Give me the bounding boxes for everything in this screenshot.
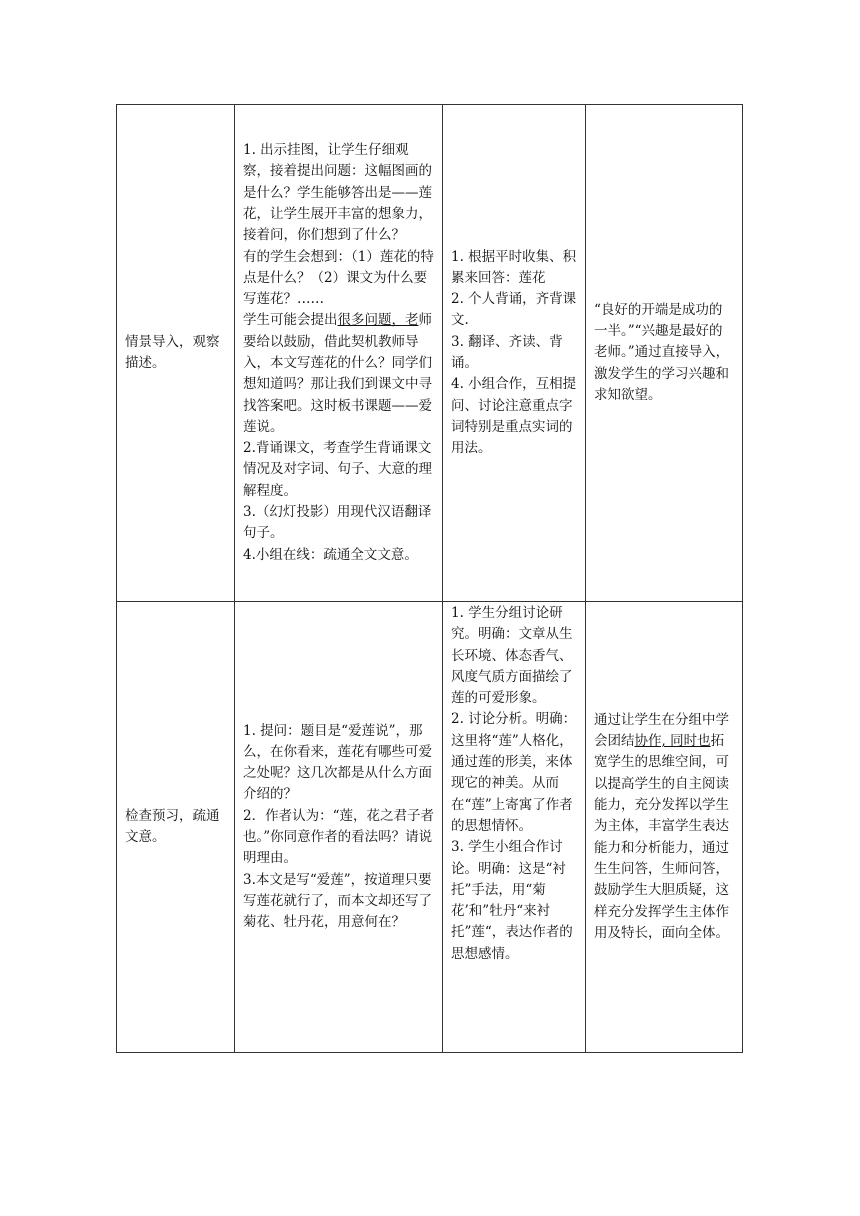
- teacher-step: 2.背诵课文，考查学生背诵课文情况及对字词、句子、大意的理解程度。: [243, 440, 432, 499]
- lesson-plan-table: [116, 104, 743, 1053]
- underlined-text: 协作, 同时也: [634, 733, 711, 750]
- student-step: 2. 讨论分析。明确：这里将“莲”人格化，通过莲的形美，来体现它的神美。从而在“莲”上寄寓了作者的思想情怀。: [451, 711, 577, 834]
- stage-text: 情景导入，观察描述。: [125, 333, 220, 371]
- teacher-step: 有的学生会想到：（1）莲花的特点是什么？（2）课文为什么要写莲花？……: [243, 248, 434, 308]
- student-activity-cell: [443, 105, 586, 602]
- teacher-step: 4.小组在线：疏通全文文意。: [243, 546, 418, 563]
- student-step: 3. 学生小组合作讨论。明确：这是“衬托”手法，用“菊花’和”牡丹“来衬托”莲“，表达作者的思想感情。: [451, 839, 573, 962]
- teacher-step: 3.本文是写“爱莲”，按道理只要写莲花就行了，而本文却还写了菊花、牡丹花，用意何在？: [243, 871, 432, 931]
- underlined-text: 很多问题，老: [337, 312, 419, 329]
- intent-text-part: 通过让学生在分组中学会团结: [594, 711, 729, 750]
- intent-text-part: 拓宽学生的思维空间，可以提高学生的自主阅读能力，充分发挥以学生为主体，丰富学生表达能力和分析能力，通过生生问答，生师问答，鼓励学生大胆质疑，这样充分发挥学生主体作用及特长，面向全体。: [594, 733, 729, 941]
- student-step: 1. 根据平时收集、积累来回答：莲花: [451, 248, 577, 286]
- student-activity-cell: [443, 602, 586, 1053]
- design-intent-cell: [586, 105, 743, 602]
- table-row: [117, 105, 743, 602]
- design-intent-cell: [586, 602, 743, 1053]
- stage-cell: [117, 105, 235, 602]
- stage-text: 检查预习，疏通文意。: [125, 807, 220, 845]
- student-step: 1. 学生分组讨论研究。明确：文章从生长环境、体态香气、风度气质方面描绘了莲的可爱形象。: [451, 605, 573, 707]
- student-step: 2. 个人背诵，齐背课文.: [451, 291, 577, 329]
- teacher-activity-cell: [235, 105, 443, 602]
- student-step: 3. 翻译、齐读、背诵。: [451, 333, 563, 371]
- intent-text: “良好的开端是成功的一半。”“兴趣是最好的老师。”通过直接导入，激发学生的学习兴趣和求知欲望。: [594, 301, 730, 403]
- teacher-step: 1. 提问：题目是“爱莲说”，那么，在你看来，莲花有哪些可爱之处呢？这几次都是从什么方面介绍的？: [243, 722, 432, 803]
- teacher-step-text: 学生可能会提出: [243, 312, 338, 329]
- teacher-step: 1. 出示挂图，让学生仔细观察，接着提出问题：这幅图画的是什么？学生能够答出是——莲花，让学生展开丰富的想象力，接着问，你们想到了什么？: [243, 142, 432, 244]
- teacher-step-text: 师要给以鼓励，借此契机教师导入，本文写莲花的什么？同学们想知道吗？那让我们到课文中寻找答案吧。这时板书课题——爱莲说。: [243, 312, 432, 435]
- teacher-step: 2．作者认为：“莲，花之君子者也。”你同意作者的看法吗？请说明理由。: [243, 807, 434, 867]
- teacher-step: [243, 310, 435, 438]
- teacher-activity-cell: [235, 602, 443, 1053]
- stage-cell: [117, 602, 235, 1053]
- student-step: 4. 小组合作，互相提问、讨论注意重点字词特别是重点实词的用法。: [451, 376, 577, 457]
- table-row: [117, 602, 743, 1053]
- teacher-step: 3.（幻灯投影）用现代汉语翻译句子。: [243, 504, 432, 542]
- intent-text: [594, 710, 735, 944]
